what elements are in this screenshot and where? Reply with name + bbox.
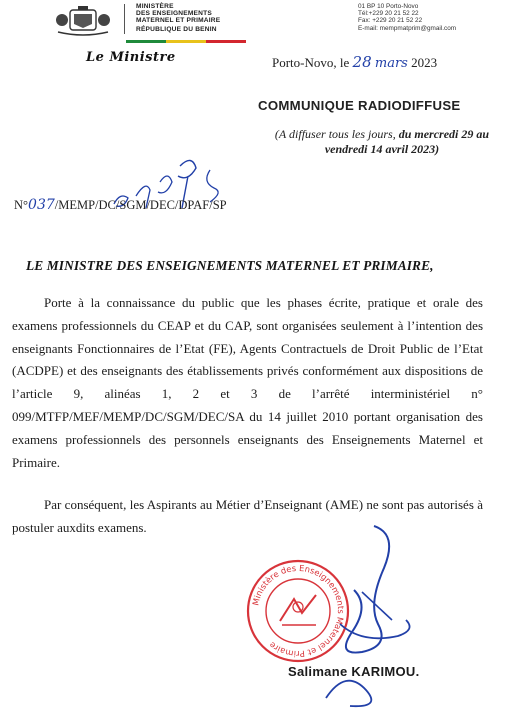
reference-prefix: N° [14, 198, 29, 212]
ministry-name [136, 3, 220, 33]
signature-icon [266, 520, 426, 710]
body-paragraph-1 [12, 292, 483, 474]
ministry-line: MATERNEL ET PRIMAIRE [136, 17, 221, 25]
broadcast-note-prefix: (A diffuser tous les jours, [274, 127, 396, 141]
paragraph-text: Par conséquent, les Aspirants au Métier d’Enseignant (AME) ne sont pas autorisés à postuler auxdits examens. [12, 497, 483, 535]
paragraph-text: Porte à la connaissance du public que les phases écrite, pratique et orale des examens professionnels du CEAP et du CAP, sont organisées seulement à l’intention des enseignants Fonctionnaires de l’Etat (FE), Agents Contractuels de Droit Public de l’Etat (ACDPE) et des enseignants des établissements privés conformément aux dispositions de l’article 9, alinéas 1, 2 et 3 de l’arrêté interministériel n° 099/MTFP/MEF/MEMP/DC/SGM/DEC/SA du 14 juillet 2010 portant organisation des examens professionnels des personnels enseignants des Enseignements Maternel et Primaire. [12, 295, 483, 470]
signer-name: Salimane KARIMOU. [288, 664, 420, 679]
contact-info [358, 3, 456, 32]
country-name: RÉPUBLIQUE DU BENIN [136, 25, 217, 33]
issuer-heading: LE MINISTRE DES ENSEIGNEMENTS MATERNEL ET PRIMAIRE, [26, 258, 434, 273]
contact-line: 01 BP 10 Porto-Novo [358, 3, 419, 10]
date-day: 28 [352, 53, 372, 71]
minister-heading: Le Ministre [86, 50, 176, 65]
letterhead-divider [124, 4, 125, 34]
reference-suffix: /MEMP/DC/SGM/DEC/DPAF/SP [54, 198, 227, 212]
contact-line: Tél:+229 20 21 52 22 [358, 10, 419, 18]
stamp-text: Ministère des Enseignements Maternel et Primaire [250, 562, 347, 660]
flag-red [206, 40, 246, 43]
reference-handwritten-number: 037 [28, 197, 55, 213]
flag-stripe [126, 30, 246, 33]
coat-of-arms-icon [52, 4, 114, 38]
broadcast-note [262, 127, 502, 157]
contact-line: Fax: +229 20 21 52 22 [358, 17, 423, 25]
contact-line: E-mail: mempmatprim@gmail.com [358, 24, 457, 32]
date-month: mars [374, 56, 408, 71]
document-title: COMMUNIQUE RADIODIFFUSE [258, 98, 461, 113]
place: Porto-Novo, le [272, 55, 350, 70]
ministry-line: DES ENSEIGNEMENTS [136, 10, 212, 18]
flag-yellow [166, 40, 206, 43]
place-date [272, 53, 437, 71]
reference-number [14, 197, 227, 213]
letterhead [0, 0, 511, 42]
date-year: 2023 [411, 55, 438, 70]
flag-green [126, 40, 166, 43]
ministry-line: MINISTÈRE [136, 3, 174, 10]
broadcast-note-dates: du mercredi 29 au vendredi 14 avril 2023) [324, 127, 490, 156]
